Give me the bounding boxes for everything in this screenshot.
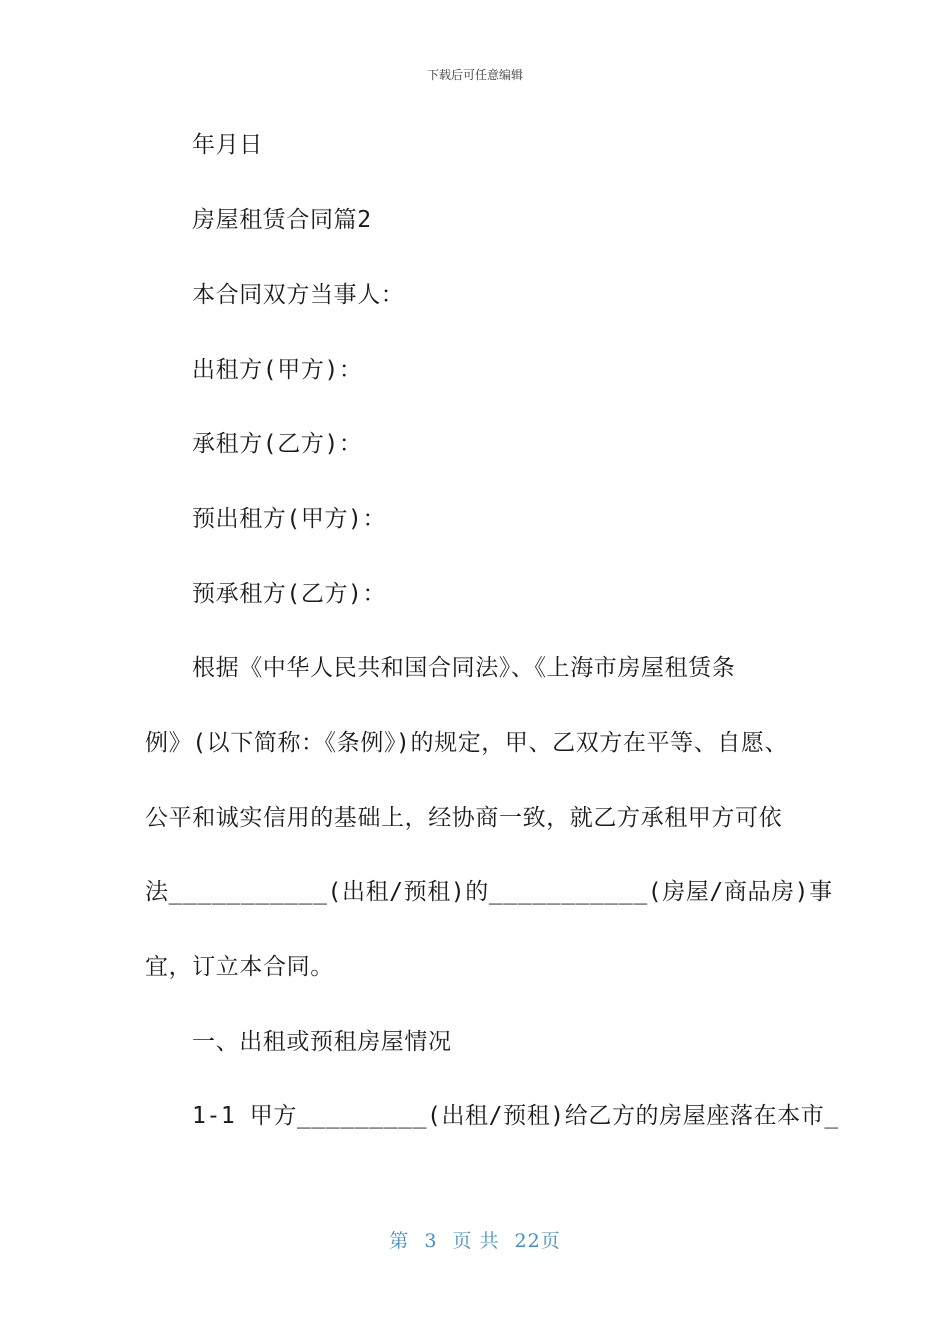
header-note: 下载后可任意编辑 — [426, 68, 523, 82]
pre-lessee-line: 预承租方(乙方)： — [192, 581, 387, 607]
paragraph-line: 法___________(出租/预租)的___________(房屋/商品房)事 — [145, 879, 833, 905]
date-line: 年月日 — [192, 132, 263, 158]
current-page-number: 3 — [424, 1230, 438, 1252]
contract-title: 房屋租赁合同篇2 — [192, 207, 372, 233]
lessee-line: 承租方(乙方)： — [192, 431, 363, 457]
paragraph-line: 宜，订立本合同。 — [145, 954, 334, 980]
clause-line: 1-1 甲方_________(出租/预租)给乙方的房屋座落在本市_ — [192, 1103, 839, 1129]
paragraph-line: 公平和诚实信用的基础上，经协商一致，就乙方承租甲方可依 — [145, 805, 783, 831]
paragraph-line: 根据《中华人民共和国合同法》、《上海市房屋租赁条 — [192, 655, 736, 681]
total-pages: 22页 — [514, 1230, 561, 1252]
page-of-label: 页 共 — [452, 1230, 500, 1252]
pre-lessor-line: 预出租方(甲方)： — [192, 506, 387, 532]
parties-heading: 本合同双方当事人： — [192, 282, 405, 308]
page-number-footer — [0, 1226, 950, 1253]
section-heading: 一、出租或预租房屋情况 — [192, 1029, 452, 1055]
lessor-line: 出租方(甲方)： — [192, 357, 363, 383]
page-label: 第 — [389, 1230, 410, 1252]
paragraph-line: 例》(以下简称：《条例》)的规定，甲、乙双方在平等、自愿、 — [145, 730, 789, 756]
